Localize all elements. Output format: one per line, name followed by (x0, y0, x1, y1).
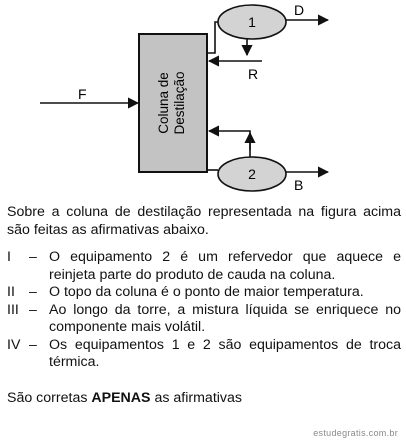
statements-list (7, 249, 401, 372)
statement-number: III (7, 301, 19, 318)
statement-dash: – (29, 249, 37, 265)
feed-label: F (78, 86, 87, 102)
column-label-line1: Coluna de (156, 72, 171, 134)
statement-number: II (7, 284, 15, 300)
question-intro: Sobre a coluna de destilação representada na figura acima são feitas as afirmativas abaixo. (7, 204, 401, 238)
distillation-diagram (0, 0, 406, 200)
statement-item (7, 337, 401, 372)
statement-dash: – (29, 336, 37, 353)
statement-item (7, 249, 401, 284)
closing-suffix: as afirmativas (150, 389, 242, 406)
statement-number: IV (7, 336, 21, 353)
statement-dash: – (29, 301, 37, 318)
overhead-vapor-line (207, 22, 218, 53)
statement-number: I (7, 249, 11, 265)
equipment-2-label: 2 (248, 166, 256, 182)
statement-text: Os equipamentos 1 e 2 são equipamentos de troca térmica. (49, 336, 401, 370)
statement-text: O topo da coluna é o ponto de maior temperatura. (49, 284, 364, 300)
reflux-label: R (248, 66, 259, 82)
question-closing (7, 390, 401, 408)
closing-emphasis: APENAS (91, 389, 151, 406)
site-watermark: estudegratis.com.br (313, 428, 398, 438)
question-text (7, 204, 401, 407)
bottoms-label: B (294, 177, 304, 193)
statement-text: O equipamento 2 é um refervedor que aquece e reinjeta parte do produto de cauda na coluna. (49, 249, 401, 283)
closing-prefix: São corretas (7, 389, 92, 406)
equipment-1-label: 1 (248, 14, 256, 30)
statement-item (7, 284, 401, 302)
statement-dash: – (29, 284, 37, 300)
distillate-label: D (294, 2, 305, 18)
column-label-line2: Destilação (172, 71, 187, 135)
boilup-return-line (209, 131, 250, 157)
statement-text: Ao longo da torre, a mistura líquida se enriquece no componente mais volátil. (49, 301, 401, 335)
statement-item (7, 302, 401, 337)
